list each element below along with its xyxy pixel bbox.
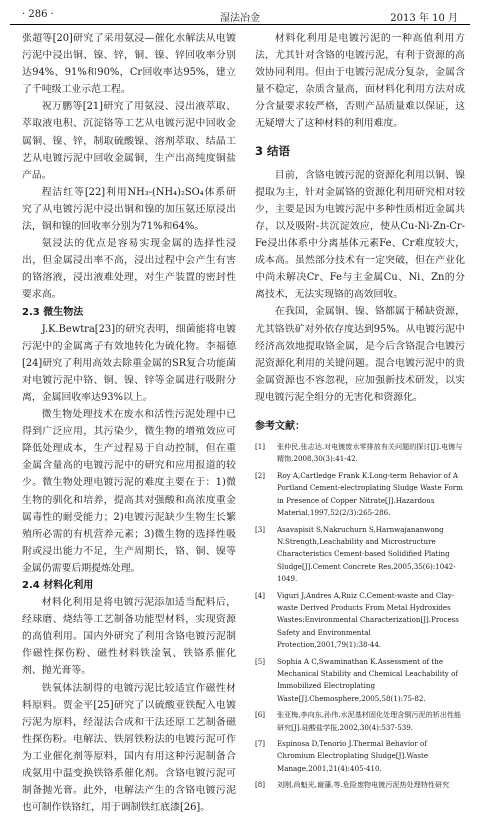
- reference-text: 张仲民,张志达.对电镀废水零排放有关问题的探讨[J].电镀与精饰,2008,30(3):41-42.: [277, 442, 463, 464]
- reference-number: [3]: [255, 524, 266, 534]
- paragraph: 材料化利用是将电镀污泥添加适当配料后，经球磨、烧结等工艺制备功能型材料，实现资源的高值利用。国内外研究了利用含铬电镀污泥制作磁性探伤粉、磁性材料铁淦氧、铁铬系催化剂、抛光膏等。: [22, 597, 236, 677]
- reference-item: [255, 738, 465, 775]
- reference-number: [7]: [255, 739, 266, 748]
- paragraph: 氨浸法的优点是容易实现金属的选择性浸出，但金属浸出率不高，浸出过程中会产生有害的铬溶液，浸出液难处理，对生产装置的密封性要求高。: [22, 238, 236, 301]
- reference-item: [255, 590, 465, 652]
- paragraph: 微生物处理技术在废水和活性污泥处理中已得到广泛应用，其污染少，微生物的增殖效应可降低处理成本，生产过程易于自动控制，但在重金属含量高的电镀污泥中的研究和应用报道的较少。微生物处理电镀污泥的难度主要在于：1)微生物的驯化和培养，提高其对强酸和高浓度重金属毒性的耐受能力；2)电镀污泥缺少生物生长繁殖所必需的有机营养元素；3)微生物的选择性吸附或浸出能力不足，生产周期长，铬、铜、镍等金属仍需要后期提炼处理。: [22, 409, 236, 574]
- reference-number: [4]: [255, 590, 266, 600]
- paragraph: J.K.Bewtra[23]的研究表明，细菌能将电镀污泥中的金属离子有效地转化为硫化物。李福德[24]研究了利用高效去除重金属的SR复合功能菌对电镀污泥中铬、铜、镍、锌等金属进行吸附分离，金属回收率达93%以上。: [22, 323, 236, 403]
- header-rule: [10, 24, 470, 25]
- reference-number: [5]: [255, 656, 266, 666]
- reference-text: Roy A,Cartledge Frank K.Long-term Behavior of A Portland Cement-electroplating Sludge Waste Form in Presence of Copper Nitrate[J].Hazardous Material,1997,52(2/3):265-286.: [277, 470, 463, 518]
- issue-date: 2013 年 10 月: [390, 13, 458, 24]
- paragraph: 祝万鹏等[21]研究了用氨浸、浸出液萃取、萃取液电积、沉淀铬等工艺从电镀污泥中回收金属铜、镍、锌，制取硫酸镍、溶剂萃取、结晶工艺从电镀污泥中回收金属铜，生产出高纯度铜盐产品。: [22, 101, 236, 181]
- section-heading-conclusion: 3 结语: [255, 143, 291, 158]
- reference-number: [2]: [255, 470, 266, 480]
- reference-list: [255, 441, 465, 792]
- reference-text: Viguri J,Andres A,Ruiz C.Cement-waste and Clay-waste Derived Products From Metal Hydroxides Wastes:Environmental Characterization[J].Process Safety and Environmental Protection,2001,79(1):38-44.: [277, 590, 459, 650]
- paragraph: 张超等[20]研究了采用氨浸—催化水解法从电镀污泥中浸出铜、镍、锌，铜、镍、锌回收率分别达94%、91%和90%，Cr回收率达95%，建立了千吨级工业示范工程。: [22, 33, 236, 96]
- reference-number: [6]: [255, 710, 266, 720]
- paragraph: 材料化利用是电镀污泥的一种高值利用方法，尤其针对含铬的电镀污泥，有利于资源的高效协同利用。但由于电镀污泥成分复杂，金属含量不稳定，杂质含量高，面材料化利用方法对成分含量要求较严格，否则产品质量难以保证，这无疑增大了这种材料的利用难度。: [255, 33, 465, 130]
- references-heading: 参考文献：: [255, 420, 305, 432]
- reference-item: [255, 656, 465, 706]
- paragraph: 目前，含铬电镀污泥的资源化利用以铜、镍提取为主，针对金属铬的资源化利用研究相对较少，主要是因为电镀污泥中多种性质相近金属共存，以及吸附-共沉淀效应，使从Cu-Ni-Zn-Cr-Fe浸出体系中分离基体元素Fe、Cr难度较大，成本高。虽然部分技术有一定突破，但在产业化中尚未解决Cr、Fe与主金属Cu、Ni、Zn的分离技术，无法实现铬的高效回收。: [255, 169, 465, 301]
- reference-item: [255, 441, 465, 466]
- reference-item: [255, 709, 465, 734]
- section-heading-microbial: 2.3 微生物法: [22, 306, 84, 318]
- paragraph: 程洁红等[22]利用NH₃-(NH₄)₂SO₄体系研究了从电镀污泥中浸出铜和镍的加压氨还原浸出法，铜和镍的回收率分别为71%和64%。: [22, 186, 236, 233]
- journal-name: 湿法冶金: [220, 13, 260, 24]
- reference-number: [1]: [255, 442, 266, 452]
- reference-text: Espinosa D,Tenorio J.Thermal Behavior of Chromium Electroplating Sludge[J].Waste Manage,2001,21(4):405-410.: [277, 739, 429, 773]
- reference-number: [8]: [255, 780, 266, 790]
- paragraph: 在我国，金属铜、镍、铬都属于稀缺资源，尤其铬铁矿对外依存度达到95%。从电镀污泥中经济高效地提取铬金属，是今后含铬混合电镀污泥资源化利用的关键问题。混合电镀污泥中的贵金属资源也不容忽视，应加强新技术研发，以实现电镀污泥全组分的无害化和资源化。: [255, 306, 465, 403]
- reference-item: [255, 524, 465, 586]
- right-column: [255, 30, 465, 796]
- section-heading-material: 2.4 材料化利用: [22, 580, 94, 591]
- paragraph: 铁氧体法制得的电镀污泥比较适宜作磁性材料原料。贾金平[25]研究了以硫酸亚铁配入电镀污泥为原料，经湿法合成和干法还原工艺制备磁性探伤粉。电解法、铁屑铁粉法的电镀污泥可作为工业催化剂等原料，国内有用这种污泥制备合成氨用中温变换铁铬系催化剂。含铬电镀污泥可制备抛光膏。此外，电解法产生的含铬电镀污泥也可制作铁铬红，用于调制铁红底漆[26]。: [22, 682, 236, 814]
- left-column: [22, 30, 236, 816]
- reference-item: [255, 779, 465, 791]
- reference-text: Sophia A C,Swaminathan K.Assessment of the Mechanical Stability and Chemical Leachability of Immobilized Electroplating Waste[J].Chemosphere,2005,58(1):75-82.: [277, 656, 458, 703]
- page-number: · 286 ·: [22, 9, 54, 20]
- reference-text: Asavapisit S,Nakruchurn S,Harnwajananwong N.Strength,Leachability and Microstructure Characteristics Cement-based Solidified Plating Sludge[J].Cement Concrete Res,2005,35(6):1042-1049.: [277, 524, 456, 584]
- page-header: [10, 6, 470, 24]
- reference-text: 刘刚,尚魁光,谢藩,等.危险废物电镀污泥热处理特性研究: [277, 780, 450, 790]
- reference-item: [255, 470, 465, 520]
- reference-text: 张亚梅,李向东,孙伟.水泥基材固化处理含铜污泥的析出性能研究[J].硅酸盐学报,2002,30(4):537-539.: [277, 710, 462, 732]
